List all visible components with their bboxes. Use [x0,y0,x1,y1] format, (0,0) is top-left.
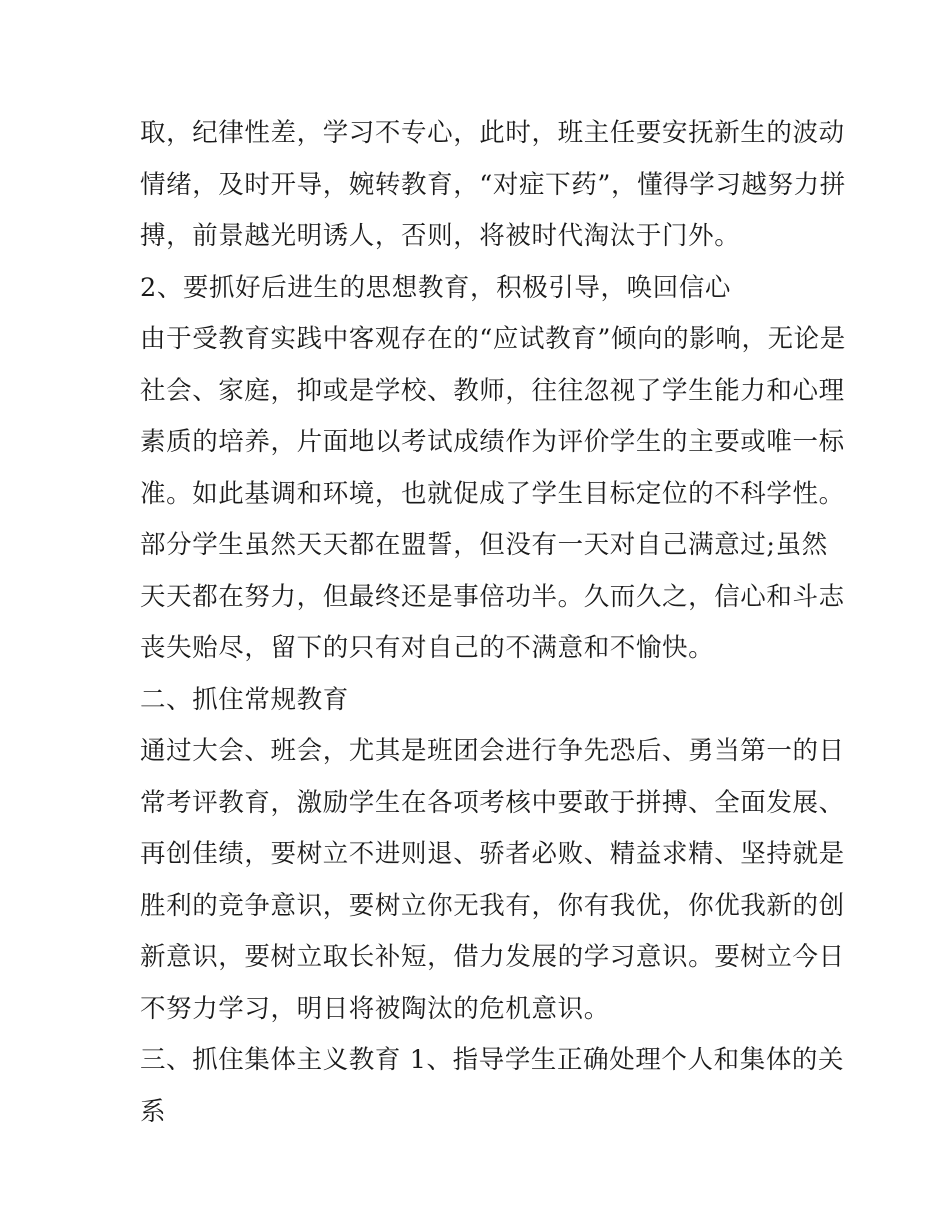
text-line: 取，纪律性差，学习不专心，此时，班主任要安抚新生的波动 [140,118,845,148]
text-line: 准。如此基调和环境，也就促成了学生目标定位的不科学性。 [140,478,845,509]
text-line: 新意识，要树立取长补短，借力发展的学习意识。要树立今日 [140,942,845,972]
text-line: 通过大会、班会，尤其是班团会进行争先恐后、勇当第一的日 [140,736,845,766]
body-text [140,108,846,1138]
text-line: 搏，前景越光明诱人，否则，将被时代淘汰于门外。 [140,221,741,251]
text-line: 常考评教育，激励学生在各项考核中要敢于拼搏、全面发展、 [140,787,845,818]
section-heading: 2、要抓好后进生的思想教育，积极引导，唤回信心 [140,272,732,303]
section-heading: 二、抓住常规教育 [140,684,349,715]
text-line: 不努力学习，明日将被陶汰的危机意识。 [140,993,610,1024]
section-heading: 三、抓住集体主义教育 1、指导学生正确处理个人和集体的关 [140,1045,845,1075]
text-line: 系 [140,1096,167,1127]
text-line: 情绪，及时开导，婉转教育，“对症下药”，懂得学习越努力拼 [140,169,846,200]
text-line: 社会、家庭，抑或是学校、教师，往往忽视了学生能力和心理 [140,375,845,406]
text-line: 胜利的竞争意识，要树立你无我有，你有我优，你优我新的创 [140,890,845,921]
text-line: 再创佳绩，要树立不进则退、骄者必败、精益求精、坚持就是 [140,839,845,869]
text-line: 素质的培养，片面地以考试成绩作为评价学生的主要或唯一标 [140,427,845,457]
text-line: 丧失贻尽，留下的只有对自己的不满意和不愉快。 [140,633,715,663]
text-line: 天天都在努力，但最终还是事倍功半。久而久之，信心和斗志 [140,581,845,612]
text-line: 由于受教育实践中客观存在的“应试教育”倾向的影响，无论是 [140,324,846,354]
text-line: 部分学生虽然天天都在盟誓，但没有一天对自己满意过;虽然 [140,530,828,560]
